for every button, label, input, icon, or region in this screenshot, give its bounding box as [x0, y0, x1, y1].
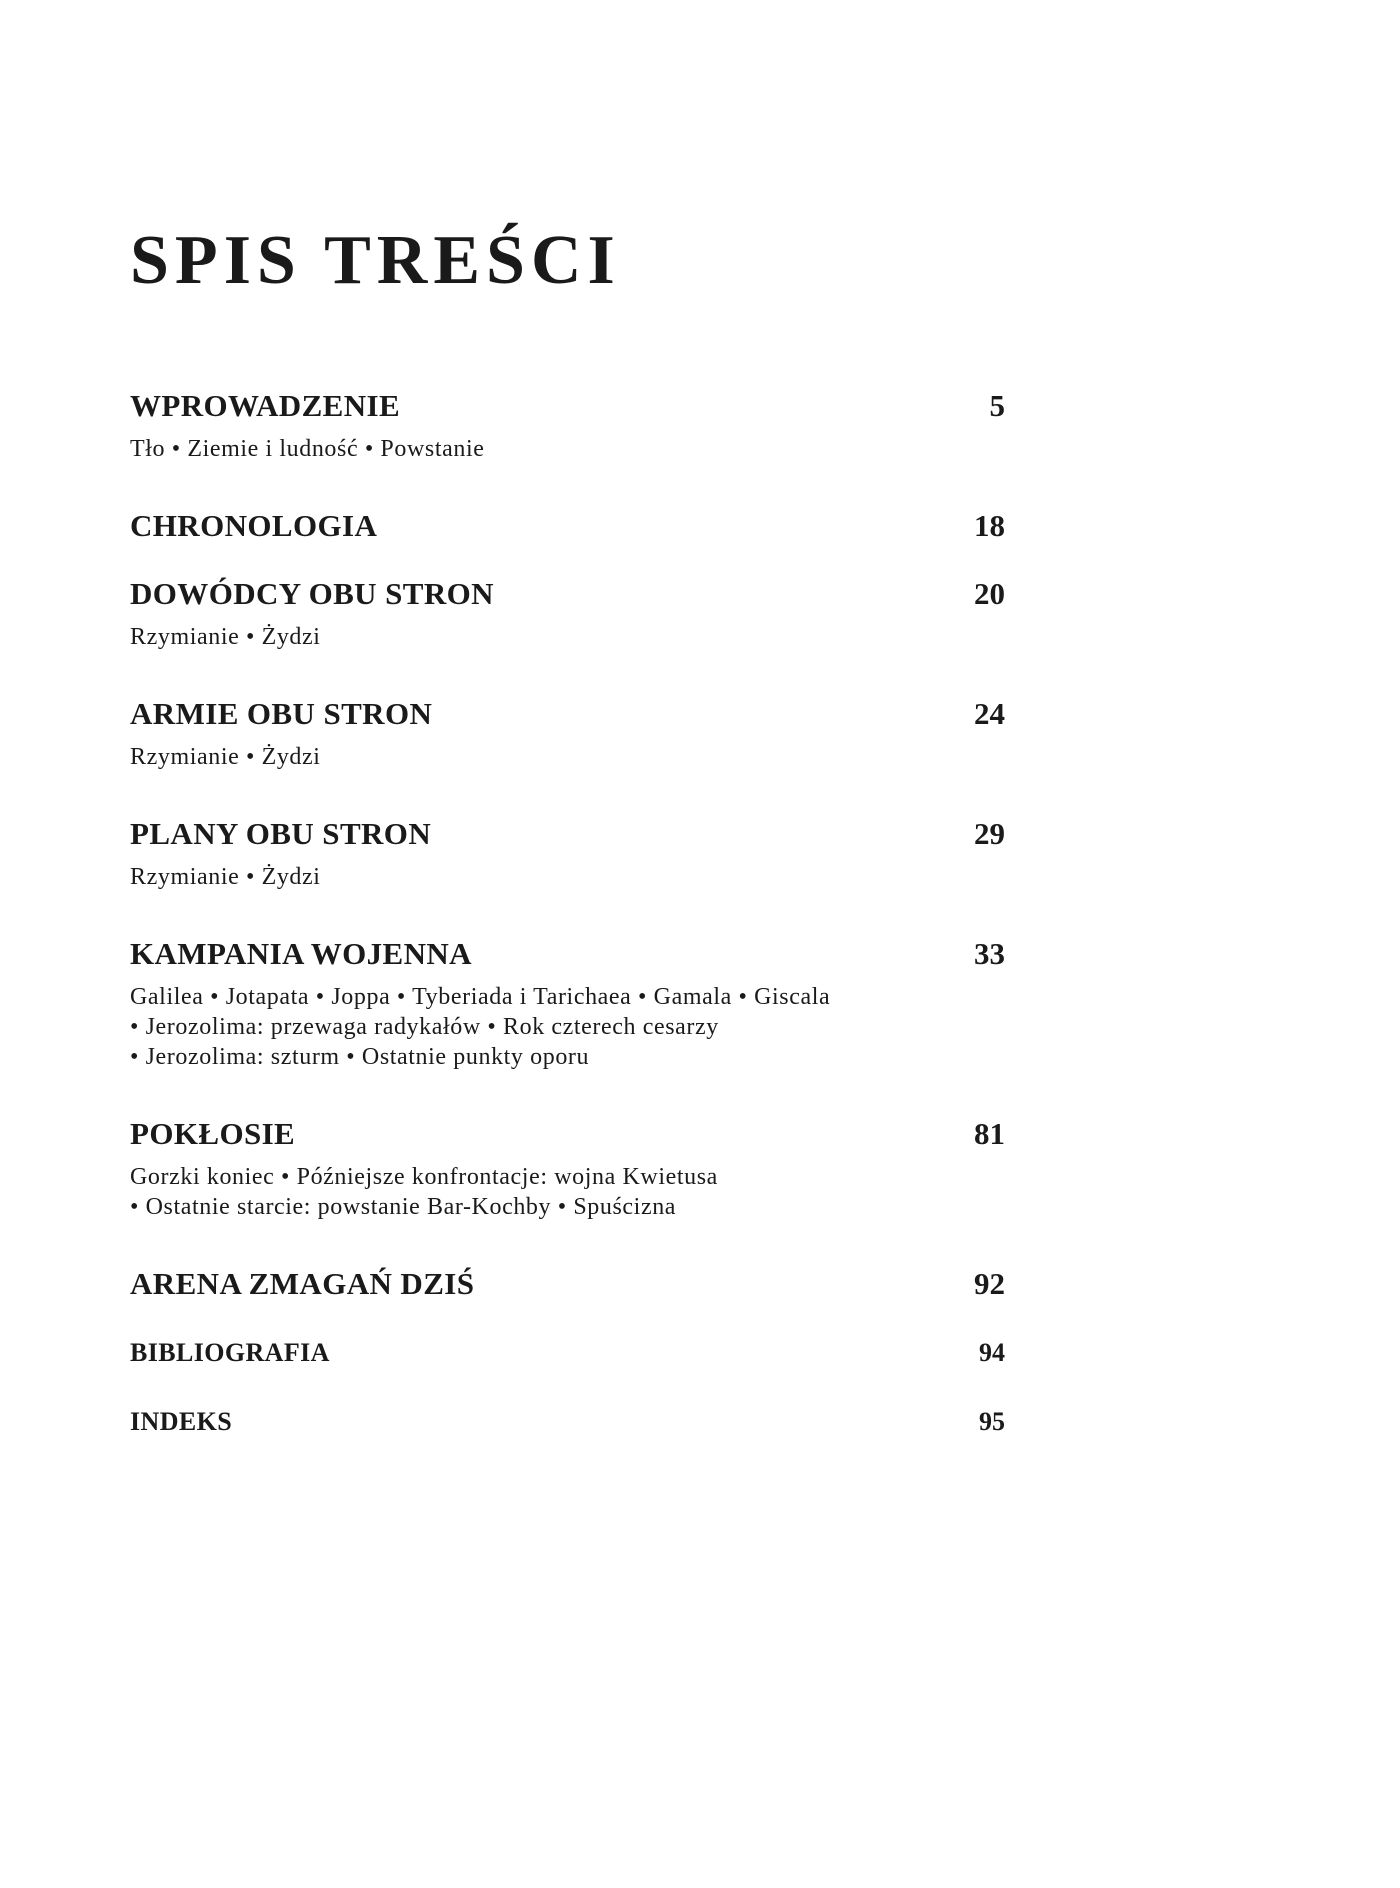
- toc-entry-armie: [130, 698, 1005, 772]
- toc-entry-page: 81: [974, 1116, 1005, 1151]
- toc-entry-page: 5: [989, 388, 1005, 423]
- toc-entry-page: 20: [974, 576, 1005, 611]
- toc-entry-page: 29: [974, 816, 1005, 851]
- toc-entry-title: PLANY OBU STRON: [130, 816, 432, 851]
- toc-entry-header: [130, 818, 1005, 849]
- page-title: SPIS TREŚCI: [130, 222, 621, 299]
- toc-entry-poklosie: [130, 1118, 1005, 1222]
- toc-subtopic-line: Tło • Ziemie i ludność • Powstanie: [130, 436, 485, 462]
- toc-entry-subtopics: [130, 862, 1005, 892]
- toc-entry-wprowadzenie: [130, 390, 1005, 464]
- toc-entry-title: WPROWADZENIE: [130, 388, 401, 423]
- toc-entry-subtopics: [130, 434, 1005, 464]
- toc-entry-page: 94: [979, 1338, 1005, 1367]
- toc-entry-header: [130, 938, 1005, 969]
- toc-subtopic-line: • Jerozolima: szturm • Ostatnie punkty oporu: [130, 1044, 590, 1070]
- toc-entry-title: BIBLIOGRAFIA: [130, 1338, 330, 1367]
- toc-subtopic-line: Rzymianie • Żydzi: [130, 864, 321, 890]
- toc-entry-kampania: [130, 938, 1005, 1072]
- toc-subtopic-line: Galilea • Jotapata • Joppa • Tyberiada i Tarichaea • Gamala • Giscala: [130, 984, 831, 1010]
- toc-entry-header: [130, 1268, 1005, 1299]
- toc-entry-page: 24: [974, 696, 1005, 731]
- toc-entry-subtopics: [130, 622, 1005, 652]
- toc-entry-page: 95: [979, 1407, 1005, 1436]
- toc-entry-title: ARENA ZMAGAŃ DZIŚ: [130, 1266, 475, 1301]
- toc-entry-header: [130, 578, 1005, 609]
- toc-entry-header: [130, 390, 1005, 421]
- toc-entry-subtopics: [130, 1162, 1005, 1222]
- toc-entry-indeks: [130, 1409, 1005, 1435]
- toc-entry-arena: [130, 1268, 1005, 1299]
- toc-entry-title: CHRONOLOGIA: [130, 508, 378, 543]
- toc-entry-chronologia: [130, 510, 1005, 541]
- toc-entry-header: [130, 1340, 1005, 1366]
- toc-subtopic-line: Rzymianie • Żydzi: [130, 744, 321, 770]
- toc-entry-title: KAMPANIA WOJENNA: [130, 936, 472, 971]
- toc-entry-title: DOWÓDCY OBU STRON: [130, 576, 494, 611]
- toc-entry-header: [130, 1409, 1005, 1435]
- toc-subtopic-line: Rzymianie • Żydzi: [130, 624, 321, 650]
- toc-entry-title: ARMIE OBU STRON: [130, 696, 433, 731]
- toc-entry-page: 92: [974, 1266, 1005, 1301]
- toc-entry-header: [130, 1118, 1005, 1149]
- toc-entry-page: 33: [974, 936, 1005, 971]
- toc-subtopic-line: • Jerozolima: przewaga radykałów • Rok czterech cesarzy: [130, 1014, 719, 1040]
- toc-entry-plany: [130, 818, 1005, 892]
- toc-entry-subtopics: [130, 742, 1005, 772]
- toc-entry-header: [130, 510, 1005, 541]
- toc-entry-subtopics: [130, 982, 1005, 1072]
- toc-entry-title: INDEKS: [130, 1407, 233, 1436]
- toc-subtopic-line: • Ostatnie starcie: powstanie Bar-Kochby • Spuścizna: [130, 1194, 677, 1220]
- toc-entry-bibliografia: [130, 1340, 1005, 1366]
- toc-entry-dowodcy: [130, 578, 1005, 652]
- toc-entry-title: POKŁOSIE: [130, 1116, 296, 1151]
- toc-subtopic-line: Gorzki koniec • Późniejsze konfrontacje: wojna Kwietusa: [130, 1164, 718, 1190]
- toc-entry-header: [130, 698, 1005, 729]
- toc-entry-page: 18: [974, 508, 1005, 543]
